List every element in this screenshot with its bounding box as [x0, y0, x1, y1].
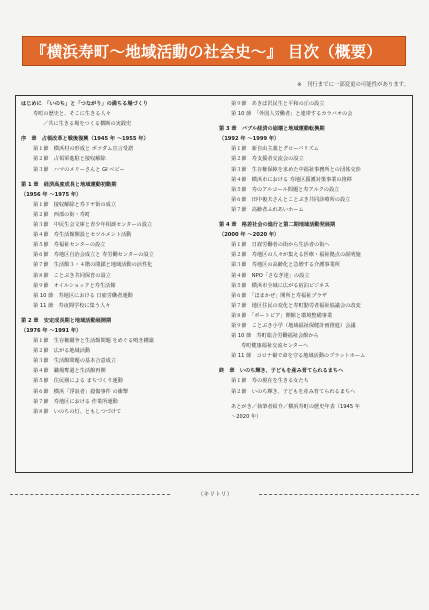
toc-section-item: 第４節 NPO「さなぎ達」の設立	[231, 272, 310, 279]
toc-chapter-period: （1956 年 ～1975 年）	[21, 191, 82, 198]
toc-section-item: 第４節 職場奪還と生活館再開	[33, 368, 106, 375]
toc-section-item: 第 11 節 コロナ禍で命を守る地域活動のプラットホーム	[231, 353, 366, 360]
toc-section-item: 第２節 広がる地域活動	[33, 348, 91, 355]
toc-section-item: 第８節 いのちの灯、ともしつづけて	[33, 408, 122, 415]
toc-chapter-heading: 第 2 章 安定成長期と地域活動展開期	[21, 317, 112, 324]
toc-section-item: 第２節 寿支援者交流会の設立	[231, 156, 304, 163]
toc-chapter-period: （1976 年 ～1991 年）	[21, 327, 82, 334]
toc-section-item: 第９節 あきば沢民生と平和の丘の設立	[231, 101, 325, 107]
toc-section-item: 第８節 「ポートビア」開館と環境整備事業	[231, 312, 333, 319]
toc-chapter-heading: 第 3 章 バブル経済の崩壊と地域運動転換期	[219, 126, 325, 133]
toc-section-item: 第４節 横浜市における 寿地区援護対策事業の推移	[231, 176, 352, 183]
toc-section-item: 第４節 寿生活館開設とセツルメント活動	[33, 232, 132, 239]
toc-section-item: 第６節 寿地区自治会成立と 寿労働センターの設立	[33, 252, 154, 259]
toc-chapter-period: （1992 年 ～1999 年）	[219, 136, 280, 143]
toc-section-item: 第５節 横浜市全域に広がる宿泊ビジネス	[231, 282, 330, 289]
toc-section-item: 第１節 生存権闘争と生活館問題 をめぐる鳴き構築	[33, 338, 154, 345]
toc-section-item: 第６節 横浜「浮浪者」殺傷事件 の衝撃	[33, 388, 129, 395]
toc-chapter-heading: 序 章 占領改革と戦後復興（1945 年 ～1955 年）	[21, 136, 149, 143]
toc-section-item: 第６節 「ほまかぜ」開所と寿福祉プラザ	[231, 292, 327, 299]
toc-section-item: 第３節 ハマのメリーさんと GI ベビー	[33, 166, 125, 173]
toc-section-item: 第２節 いのち輝き、子どもを産み育てられるまちへ	[231, 388, 356, 395]
toc-section-item: 第２節 寿地区の人々が集える医療・福祉拠点の説明施	[231, 252, 361, 259]
toc-left-column	[21, 99, 209, 417]
toc-section-item: 第９節 ことぶき小学（地域福祉保健計画推進）会議	[231, 322, 356, 329]
toc-chapter-heading: はじめに 「いのち」と「つながり」の満ちる場づくり	[21, 101, 149, 107]
title-banner	[22, 36, 406, 66]
toc-section-item: 寿町の歴史と、そこに生きる人々	[33, 111, 111, 118]
table-of-contents	[15, 95, 413, 473]
toc-section-item: ／共に生きる場をつくる横断の実践史	[43, 121, 132, 128]
toc-section-item: 第 11 節 寿夜間学校に集う人々	[33, 302, 111, 309]
toc-section-item: 第１節 横浜村の形成と ポツダム宣言受諾	[33, 146, 134, 153]
toc-chapter-heading: 第 4 章 格差社会の進行と第二期地域活動発展期	[219, 222, 336, 229]
toc-section-item: 第３節 生存権保障を求めた中福祉事務所との団体交渉	[231, 166, 361, 173]
toc-section-item: 第７節 高齢者ふれあいホーム	[231, 206, 304, 213]
toc-section-item: 第６節 田中俊夫さんとことぶき共同診療所の設立	[231, 196, 351, 203]
toc-section-item: 第８節 ことぶき共同保育の設立	[33, 272, 111, 279]
document-title: 『横浜寿町～地域活動の社会史～』 目次（概要）	[31, 42, 382, 61]
toc-section-item: 第３節 寿地区の高齢化と急増する介護事業所	[231, 262, 340, 269]
toc-section-item: 第５節 寿福祉センターの設立	[33, 242, 106, 249]
toc-section-item: 第 10 節 寿町総合労働福祉会館から	[231, 333, 319, 340]
toc-section-item: 第３節 生活館問題の基本合意成立	[33, 358, 117, 365]
toc-section-item: 第２節 西部の街・寿町	[33, 211, 91, 218]
toc-section-item: 第１節 接収解除と寿ドヤ街の成立	[33, 201, 117, 208]
toc-section-item: 寿町健康福祉交流センターへ	[241, 343, 309, 350]
toc-right-column	[219, 99, 407, 422]
toc-section-item: 第 10 節 「外国人労働者」と連帯するカラバオの会	[231, 111, 353, 118]
toc-section-item: 第 10 節 寿地区における 日雇労働者運動	[33, 292, 133, 299]
revision-note: ※ 刊行までに一部変更の可能性があります。	[297, 82, 409, 88]
toc-section-item: 第５節 住民層による まちづくり運動	[33, 378, 123, 385]
toc-section-item: 第７節 地区住民の変化と寿町勤労者福祉協議会の改変	[231, 302, 361, 309]
toc-section-item: 第１節 寿の現在を生きる女たち	[231, 378, 309, 385]
toc-section-item: 第５節 寿のアルコール問題と寿アルクの設立	[231, 186, 340, 193]
cut-line-right	[259, 494, 419, 495]
toc-chapter-heading: 第 1 章 経済高度成長と地域運動初動期	[21, 181, 117, 188]
toc-section-item: 第１節 新自由主義とグローバリズム	[231, 146, 319, 153]
toc-section-item: 第７節 生活館３・４階の閉鎖と地域活動の活性化	[33, 262, 153, 269]
toc-section-item: 第９節 オイルショックと寿生活館	[33, 282, 116, 289]
toc-section-item: ～2020 年）	[231, 413, 262, 420]
toc-section-item: あとがき／執筆者紹介／横浜寿町の歴史年表（1945 年	[231, 403, 360, 410]
toc-section-item: 第２節 占領軍進駐と接収解除	[33, 156, 106, 163]
toc-chapter-period: （2000 年 ～2020 年）	[219, 232, 280, 239]
toc-section-item: 第７節 寿地区における 作業所運動	[33, 398, 118, 405]
cut-label: （キリトリ）	[197, 492, 233, 498]
toc-section-item: 第１節 日雇労働者の街から生活者の街へ	[231, 242, 330, 249]
toc-chapter-heading: 終 章 いのち輝き、子どもを産み育てられるまちへ	[219, 368, 344, 375]
toc-section-item: 第３節 中民生会文庫と青少年相談センターの設立	[33, 222, 153, 229]
cut-line-left	[10, 494, 170, 495]
